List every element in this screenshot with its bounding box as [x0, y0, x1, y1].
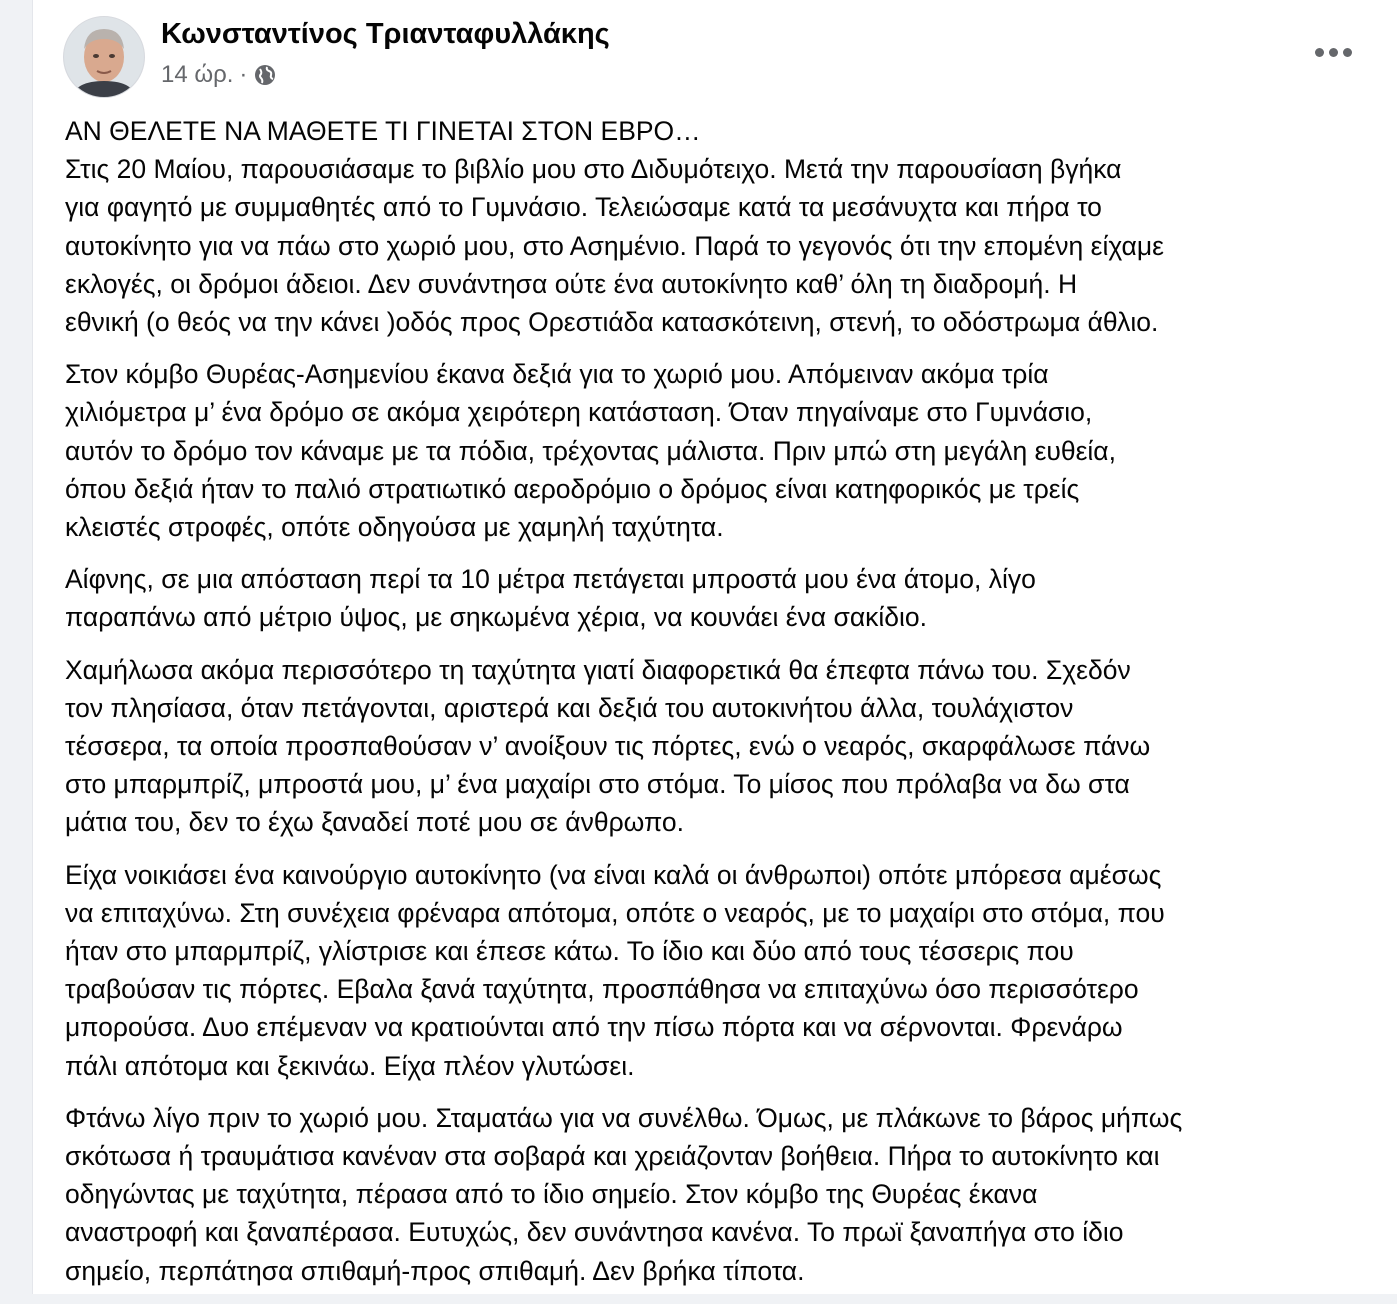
meta-separator: ·	[239, 61, 248, 88]
post-time[interactable]: 14 ώρ.	[161, 61, 234, 88]
globe-icon[interactable]	[253, 63, 277, 87]
profile-photo	[64, 17, 144, 97]
more-options-icon[interactable]	[1309, 36, 1357, 68]
post-paragraph: Είχα νοικιάσει ένα καινούργιο αυτοκίνητο (να είναι καλά οι άνθρωποι) οπότε μπόρεσα αμέσως να επιταχύνω. Στη συνέχεια φρέναρα απότομα, οπότε ο νεαρός, με το μαχαίρι στο στόμα, που ήταν στο μπαρμπρίζ, γλίστρισε και έπεσε κάτω. Το ίδιο και δύο από τους τέσσερις που τραβούσαν τις πόρτες. Εβαλα ξανά ταχύτητα, προσπάθησα να επιταχύνω όσο περισσότερο μπορούσα. Δυο επέμεναν να κρατιούνται από την πίσω πόρτα και να σέρνονται. Φρενάρω πάλι απότομα και ξεκινάω. Είχα πλέον γλυτώσει.	[65, 859, 1165, 1081]
author-name[interactable]: Κωνσταντίνος Τριανταφυλλάκης	[161, 18, 610, 50]
post-paragraph: Χαμήλωσα ακόμα περισσότερο τη ταχύτητα γιατί διαφορετικά θα έπεφτα πάνω του. Σχεδόν τον πλησίασα, όταν πετάγονται, αριστερά και δεξιά του αυτοκινήτου άλλα, τουλάχιστον τέσσερα, τα οποία προσπαθούσαν ν’ ανοίξουν τις πόρτες, ενώ ο νεαρός, σκαρφάλωσε πάνω στο μπαρμπρίζ, μπροστά μου, μ’ ένα μαχαίρι στο στόμα. Το μίσος που πρόλαβα να δω στα μάτια του, δεν το έχω ξαναδεί ποτέ μου σε άνθρωπο.	[65, 654, 1151, 838]
post-paragraph: ΑΝ ΘΕΛΕΤΕ ΝΑ ΜΑΘΕΤΕ ΤΙ ΓΙΝΕΤΑΙ ΣΤΟΝ ΕΒΡΟ… Στις 20 Μαίου, παρουσιάσαμε το βιβλίο μου στο Διδυμότειχο. Μετά την παρουσίαση βγήκα για φαγητό με συμμαθητές από το Γυμνάσιο. Τελειώσαμε κατά τα μεσάνυχτα και πήρα το αυτοκίνητο για να πάω στο χωριό μου, στο Ασημένιο. Παρά το γεγονός ότι την επομένη είχαμε εκλογές, οι δρόμοι άδειοι. Δεν συνάντησα ούτε ένα αυτοκίνητο καθ’ όλη τη διαδρομή. Η εθνική (ο θεός να την κάνει )οδός προς Ορεστιάδα κατασκότεινη, στενή, το οδόστρωμα άθλιο.	[65, 116, 1164, 338]
post-paragraph: Στον κόμβο Θυρέας-Ασημενίου έκανα δεξιά για το χωριό μου. Απόμειναν ακόμα τρία χιλιόμετρα μ’ ένα δρόμο σε ακόμα χειρότερη κατάσταση. Όταν πηγαίναμε στο Γυμνάσιο, αυτόν το δρόμο τον κάναμε με τα πόδια, τρέχοντας μάλιστα. Πριν μπώ στη μεγάλη ευθεία, όπου δεξιά ήταν το παλιό στρατιωτικό αεροδρόμιο ο δρόμος είναι κατηφορικός με τρείς κλειστές στροφές, οπότε οδηγούσα με χαμηλή ταχύτητα.	[65, 359, 1116, 543]
facebook-post	[32, 0, 1397, 1294]
avatar[interactable]	[63, 16, 145, 98]
post-paragraph: Φτάνω λίγο πριν το χωριό μου. Σταματάω για να συνέλθω. Όμως, με πλάκωνε το βάρος μήπως σκότωσα ή τραυμάτισα κανέναν στα σοβαρά και χρειάζονταν βοήθεια. Πήρα το αυτοκίνητο και οδηγώντας με ταχύτητα, πέρασα από το ίδιο σημείο. Στον κόμβο της Θυρέας έκανα αναστροφή και ξαναπέρασα. Ευτυχώς, δεν συνάντησα κανένα. Το πρωϊ ξαναπήγα στο ίδιο σημείο, περπάτησα σπιθαμή-προς σπιθαμή. Δεν βρήκα τίποτα.	[65, 1102, 1183, 1286]
post-paragraph: Αίφνης, σε μια απόσταση περί τα 10 μέτρα πετάγεται μπροστά μου ένα άτομο, λίγο παραπάνω από μέτριο ύψος, με σηκωμένα χέρια, να κουνάει ένα σακίδιο.	[65, 564, 1036, 633]
post-body	[65, 112, 1375, 1304]
post-meta	[161, 61, 277, 89]
